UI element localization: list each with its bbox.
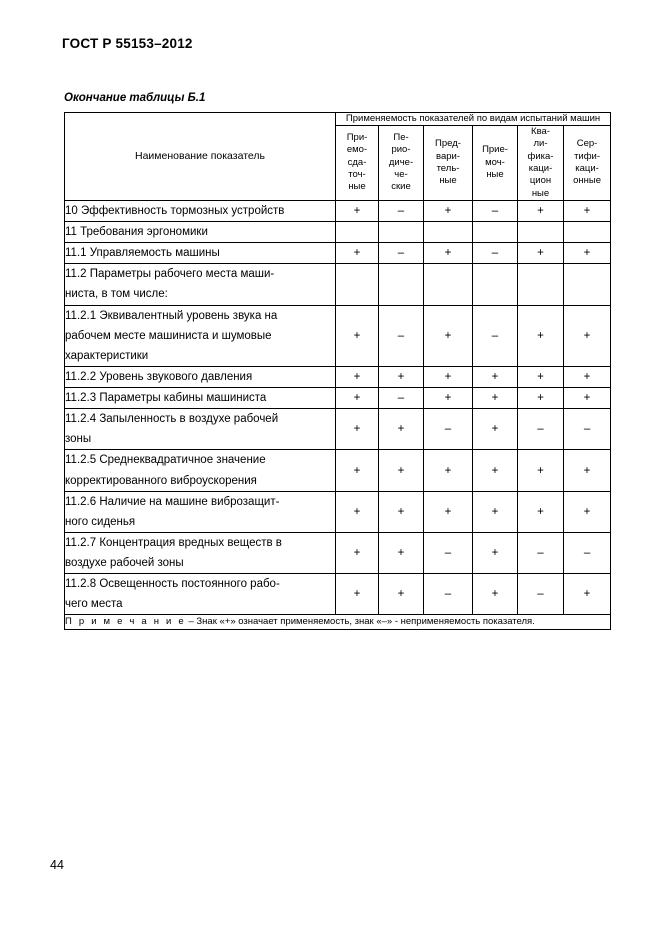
row-label-line: 11.2.7 Концентрация вредных веществ в (65, 536, 282, 549)
note-prefix: П р и м е ч а н и е (65, 616, 186, 628)
header-col-2-line-1: вари- (436, 150, 460, 162)
cell-mark: + (518, 491, 564, 532)
cell-mark: + (564, 574, 611, 615)
cell-mark: + (379, 491, 424, 532)
row-label (65, 222, 336, 243)
cell-mark: – (424, 409, 473, 450)
header-col-1-line-0: Пе- (393, 132, 409, 144)
table-row (65, 222, 611, 243)
table-note (65, 615, 611, 629)
cell-mark: + (518, 450, 564, 491)
cell-mark: + (518, 200, 564, 221)
cell-mark: + (518, 366, 564, 387)
cell-mark: + (336, 243, 379, 264)
row-label (65, 366, 336, 387)
cell-mark: – (379, 200, 424, 221)
row-label-line: чего места (65, 598, 123, 611)
row-label-line: ниста, в том числе: (65, 288, 168, 301)
cell-mark: – (424, 532, 473, 573)
row-label (65, 243, 336, 264)
table-header-row-1 (65, 113, 611, 126)
row-label-line: характеристики (65, 349, 149, 362)
cell-mark: + (379, 366, 424, 387)
row-label-line: 11.2 Параметры рабочего места маши- (65, 268, 275, 281)
cell-mark: – (518, 409, 564, 450)
table-row (65, 200, 611, 221)
row-label (65, 200, 336, 221)
cell-mark (518, 222, 564, 243)
cell-mark: – (473, 305, 518, 366)
cell-mark: + (564, 305, 611, 366)
cell-mark: + (424, 491, 473, 532)
cell-mark: + (564, 243, 611, 264)
header-name-column: Наименование показатель (65, 113, 336, 201)
cell-mark (336, 222, 379, 243)
cell-mark: – (518, 532, 564, 573)
cell-mark: + (424, 366, 473, 387)
applicability-table (64, 112, 611, 630)
table-row (65, 532, 611, 573)
cell-mark (473, 222, 518, 243)
cell-mark: + (379, 532, 424, 573)
cell-mark: + (564, 450, 611, 491)
cell-mark: + (336, 388, 379, 409)
cell-mark: + (473, 366, 518, 387)
table-row (65, 305, 611, 366)
header-col-1 (379, 125, 424, 200)
cell-mark: + (473, 491, 518, 532)
cell-mark (564, 222, 611, 243)
header-col-2-line-0: Пред- (435, 138, 461, 150)
header-col-3 (473, 125, 518, 200)
header-col-2-line-3: ные (439, 175, 457, 187)
cell-mark: + (336, 200, 379, 221)
row-label (65, 409, 336, 450)
row-label-line: 11.2.4 Запыленность в воздухе рабочей (65, 413, 279, 426)
row-label (65, 305, 336, 366)
cell-mark: – (473, 243, 518, 264)
header-col-0-line-3: точ- (348, 169, 366, 181)
cell-mark: + (336, 532, 379, 573)
row-label-line: 11.2.8 Освещенность постоянного рабо- (65, 578, 280, 591)
header-col-3-line-2: ные (486, 169, 504, 181)
row-label-line: 11.2.1 Эквивалентный уровень звука на (65, 309, 278, 322)
header-col-4-line-1: ли- (533, 138, 548, 150)
cell-mark: – (379, 305, 424, 366)
cell-mark: + (379, 574, 424, 615)
table-row (65, 574, 611, 615)
header-col-1-line-1: рио- (391, 144, 411, 156)
row-label-line: корректированного виброускорения (65, 474, 257, 487)
note-text: – Знак «+» означает применяемость, знак «–» - неприменяемость показателя. (185, 616, 535, 628)
cell-mark: + (424, 388, 473, 409)
cell-mark: + (564, 200, 611, 221)
cell-mark: – (379, 388, 424, 409)
cell-mark: + (379, 409, 424, 450)
cell-mark: – (379, 243, 424, 264)
cell-mark: + (424, 305, 473, 366)
cell-mark: – (564, 532, 611, 573)
row-label (65, 491, 336, 532)
cell-mark (379, 222, 424, 243)
cell-mark: + (473, 409, 518, 450)
table-row (65, 243, 611, 264)
cell-mark: + (336, 491, 379, 532)
header-col-4 (518, 125, 564, 200)
cell-mark: + (473, 574, 518, 615)
cell-mark: + (336, 366, 379, 387)
header-col-5 (564, 125, 611, 200)
table-row (65, 264, 611, 305)
cell-mark: – (473, 200, 518, 221)
header-col-4-line-3: каци- (528, 162, 553, 174)
cell-mark: – (564, 409, 611, 450)
cell-mark: + (336, 305, 379, 366)
header-col-3-line-1: моч- (485, 156, 505, 168)
header-col-4-line-0: Ква- (531, 125, 550, 137)
row-label-line: 10 Эффективность тормозных устройств (65, 204, 285, 217)
cell-mark (424, 222, 473, 243)
row-label-line: воздухе рабочей зоны (65, 557, 184, 570)
header-col-0-line-0: При- (346, 132, 368, 144)
row-label-line: 11.2.6 Наличие на машине виброзащит- (65, 495, 280, 508)
table-caption: Окончание таблицы Б.1 (64, 92, 206, 104)
cell-mark (336, 264, 379, 305)
row-label-line: 11 Требования эргономики (65, 226, 208, 239)
row-label-line: зоны (65, 433, 92, 446)
cell-mark: + (473, 388, 518, 409)
cell-mark: + (518, 388, 564, 409)
cell-mark (424, 264, 473, 305)
cell-mark: + (424, 200, 473, 221)
header-col-2 (424, 125, 473, 200)
cell-mark: + (518, 305, 564, 366)
header-col-5-line-0: Сер- (576, 138, 598, 150)
row-label-line: 11.1 Управляемость машины (65, 247, 220, 260)
header-col-4-line-5: ные (531, 187, 550, 199)
cell-mark: + (518, 243, 564, 264)
header-col-4-line-2: фика- (527, 150, 554, 162)
row-label (65, 532, 336, 573)
header-col-4-line-4: цион (529, 175, 552, 187)
cell-mark: + (336, 409, 379, 450)
cell-mark (518, 264, 564, 305)
cell-mark: + (424, 450, 473, 491)
header-col-0-line-2: сда- (347, 156, 367, 168)
header-col-0 (336, 125, 379, 200)
table-row (65, 450, 611, 491)
header-col-0-line-1: емо- (346, 144, 368, 156)
cell-mark: – (424, 574, 473, 615)
header-col-5-line-2: каци- (575, 162, 599, 174)
cell-mark: + (379, 450, 424, 491)
row-label (65, 450, 336, 491)
row-label-line: рабочем месте машиниста и шумовые (65, 329, 272, 342)
row-label-line: ного сиденья (65, 515, 136, 528)
header-col-1-line-3: че- (394, 169, 408, 181)
header-col-1-line-4: ские (391, 181, 411, 193)
header-col-5-line-3: онные (573, 175, 601, 187)
row-label (65, 264, 336, 305)
row-label (65, 388, 336, 409)
row-label-line: 11.2.5 Среднеквадратичное значение (65, 454, 266, 467)
cell-mark: + (473, 532, 518, 573)
cell-mark: + (336, 450, 379, 491)
cell-mark: + (424, 243, 473, 264)
table-row (65, 409, 611, 450)
cell-mark: + (564, 366, 611, 387)
header-col-5-line-1: тифи- (574, 150, 601, 162)
cell-mark: + (564, 388, 611, 409)
row-label-line: 11.2.2 Уровень звукового давления (65, 370, 253, 383)
table-row (65, 388, 611, 409)
cell-mark (473, 264, 518, 305)
table-row (65, 366, 611, 387)
row-label-line: 11.2.3 Параметры кабины машиниста (65, 392, 267, 405)
header-group-title: Применяемость показателей по видам испытаний машин (336, 113, 611, 126)
table-row (65, 491, 611, 532)
cell-mark: + (336, 574, 379, 615)
header-col-2-line-2: тель- (436, 162, 460, 174)
header-col-1-line-2: диче- (388, 156, 414, 168)
cell-mark: – (518, 574, 564, 615)
standard-designation: ГОСТ Р 55153–2012 (62, 36, 193, 51)
cell-mark: + (473, 450, 518, 491)
header-col-0-line-4: ные (348, 181, 366, 193)
row-label (65, 574, 336, 615)
cell-mark (564, 264, 611, 305)
header-col-3-line-0: Прие- (482, 144, 508, 156)
cell-mark: + (564, 491, 611, 532)
page-number: 44 (50, 858, 64, 872)
cell-mark (379, 264, 424, 305)
table-note-row (65, 615, 611, 629)
